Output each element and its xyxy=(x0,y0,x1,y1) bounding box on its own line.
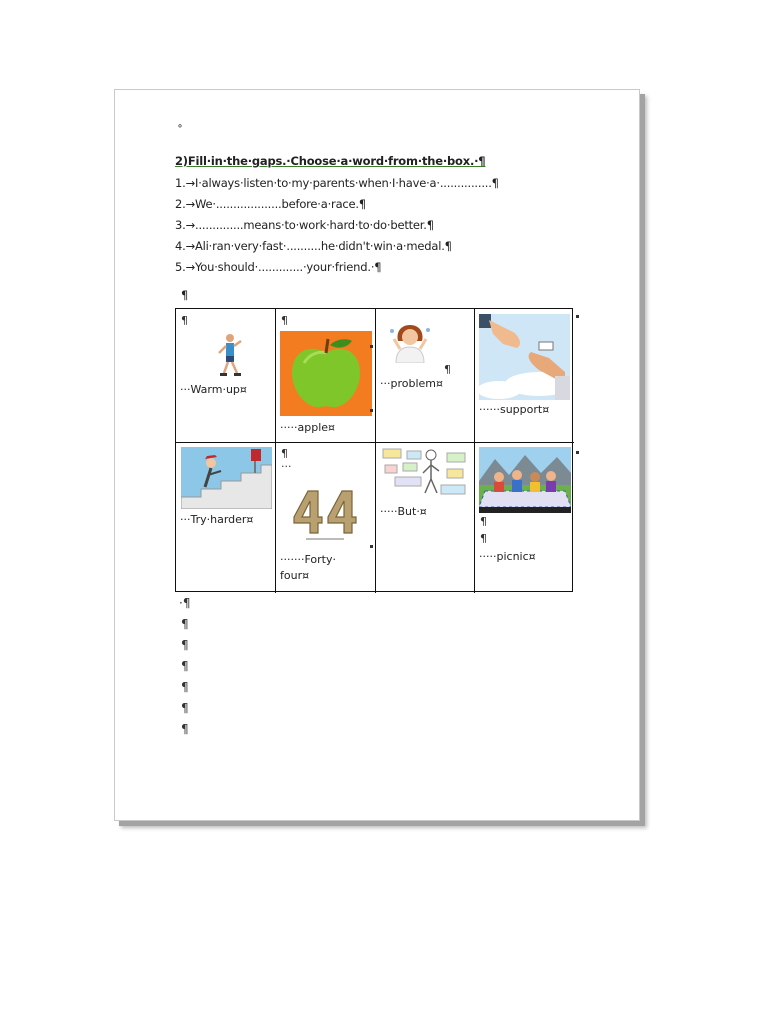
caption-but: ·····But·¤ xyxy=(380,505,427,518)
document-page xyxy=(114,89,640,821)
paragraph-mark: ¶ xyxy=(181,288,189,302)
cell-mark: ¶ xyxy=(480,532,487,545)
green-apple-picture xyxy=(280,331,372,416)
question-2: 2.→We·...................before·a·race.¶ xyxy=(175,197,367,211)
exercise-heading: 2)Fill·in·the·gaps.·Choose·a·word·from·the·box.·¶ xyxy=(175,154,486,168)
picnic-family-picture xyxy=(479,447,571,513)
caption-picnic: ·····picnic¤ xyxy=(479,550,536,563)
cell-try-harder xyxy=(176,443,276,593)
worried-woman-picture xyxy=(388,321,432,363)
question-1: 1.→I·always·listen·to·my·parents·when·I·have·a·...............¶ xyxy=(175,176,499,190)
helping-hands-picture xyxy=(479,314,570,400)
caption-warm-up: ···Warm·up¤ xyxy=(180,383,247,396)
paragraph-mark: ¶ xyxy=(181,722,189,736)
caption-problem: ···problem¤ xyxy=(380,377,444,390)
cell-problem xyxy=(376,309,475,443)
caption-forty: ·······Forty· xyxy=(280,553,336,566)
word-cloud-picture xyxy=(381,447,471,501)
caption-try-harder: ···Try·harder¤ xyxy=(180,513,254,526)
paragraph-mark: ¶ xyxy=(181,659,189,673)
cell-but xyxy=(376,443,475,593)
paragraph-mark: ¶ xyxy=(181,701,189,715)
paragraph-mark: ·¶ xyxy=(179,596,191,610)
cell-forty-four xyxy=(276,443,376,593)
question-5: 5.→You·should·.............·your·friend.·¶ xyxy=(175,260,382,274)
cell-dots: ··· xyxy=(281,460,292,473)
cell-mark: ¶ xyxy=(281,447,288,460)
cell-apple xyxy=(276,309,376,443)
cell-picnic xyxy=(475,443,574,593)
question-4: 4.→Ali·ran·very·fast·..........he·didn't·win·a·medal.¶ xyxy=(175,239,452,253)
caption-four: four¤ xyxy=(280,569,310,582)
climbing-stairs-picture xyxy=(181,447,272,509)
cell-mark: ¶ xyxy=(480,515,487,528)
top-mark: ˚ xyxy=(177,124,183,138)
question-3: 3.→..............means·to·work·hard·to·do·better.¶ xyxy=(175,218,434,232)
warm-up-runner-picture xyxy=(216,333,244,377)
paragraph-mark: ¶ xyxy=(181,638,189,652)
cell-support xyxy=(475,309,574,443)
number-44-picture xyxy=(290,487,360,541)
caption-apple: ·····apple¤ xyxy=(280,421,336,434)
paragraph-mark: ¶ xyxy=(181,617,189,631)
cell-mark: ¶ xyxy=(281,314,288,327)
caption-support: ······support¤ xyxy=(479,403,550,416)
cell-warm-up xyxy=(176,309,276,443)
cell-mark: ¶ xyxy=(181,314,188,327)
cell-side-mark: ¶ xyxy=(444,363,451,376)
word-picture-table xyxy=(175,308,573,592)
paragraph-mark: ¶ xyxy=(181,680,189,694)
